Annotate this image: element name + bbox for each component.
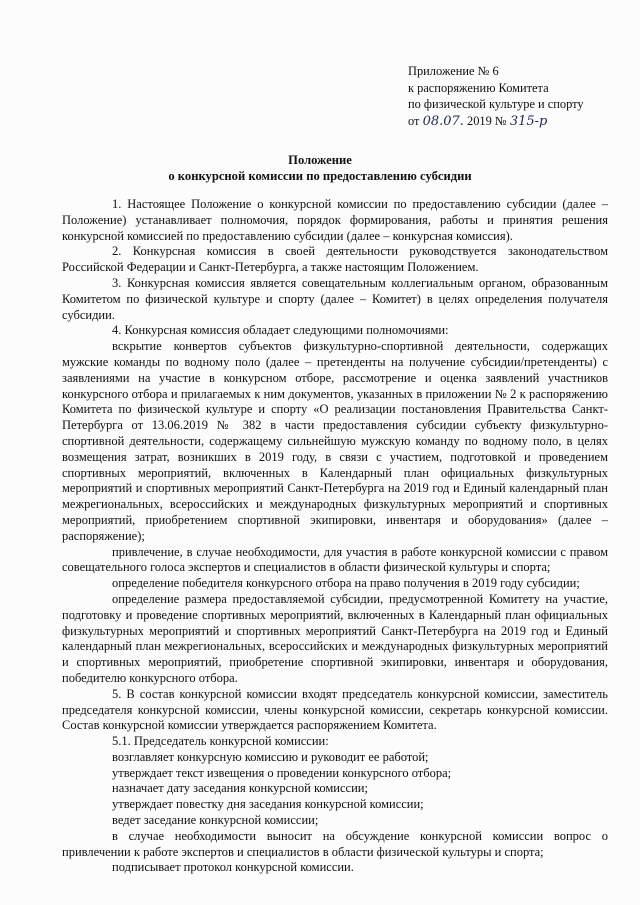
handwritten-date: 08.07. <box>422 113 464 129</box>
list-item: утверждает повестку дня заседания конкурсной комиссии; <box>112 797 424 812</box>
list-item: привлечение, в случае необходимости, для участия в работе конкурсной комиссии с правом совещательного голоса экспертов и специалистов в области физической культуры и спорта; <box>62 544 608 575</box>
list-item: ведет заседание конкурсной комиссии; <box>112 813 319 828</box>
appendix-reference: к распоряжению Комитета <box>408 80 549 95</box>
appendix-from: от <box>408 113 420 128</box>
paragraph-2: 2. Конкурсная комиссия в своей деятельности руководствуется законодательством Российской Федерации и Санкт-Петербурга, а также настоящим Положением. <box>62 244 608 275</box>
paragraph-3: 3. Конкурсная комиссия является совещательным коллегиальным органом, образованным Комитетом по физической культуре и спорту (далее – Комитет) в целях определения получателя субсидии. <box>62 275 608 322</box>
document-subtitle: о конкурсной комиссии по предоставлению субсидии <box>168 169 472 183</box>
appendix-title: Приложение № 6 <box>408 64 499 78</box>
appendix-committee: по физической культуре и спорту <box>408 97 584 111</box>
list-item: определение размера предоставляемой субсидии, предусмотренной Комитету на участие, подготовку и проведение спортивных мероприятий, включенных в Календарный план официальных физкультурных мероприятий и спортивных мероприятий Санкт-Петербурга на 2019 год и Единый календарный план межрегиональных, всероссийских и международных физкультурных мероприятий и спортивных мероприятий, приобретение спортивной экипировки, инвентаря и оборудования, победителю конкурсного отбора. <box>62 591 608 685</box>
document-title: Положение <box>288 153 352 167</box>
list-item: вскрытие конвертов субъектов физкультурно-спортивной деятельности, содержащих мужские команды по водному поло (далее – претенденты на получение субсидии/претенденты) с заявлениями на участие в конкурсном отборе, рассмотрение и оценка заявлений участников конкурсного отбора и прилагаемых к ним документов, указанных в приложении № 2 к распоряжению Комитета по физической культуре и спорту «О реализации постановления Правительства Санкт-Петербурга от 13.06.2019 № 382 в части предоставления субсидии субъекту физкультурно-спортивной деятельности, содержащему сильнейшую мужскую команду по водному поло, в целях возмещения затрат, возникших в 2019 году, в связи с участием, подготовкой и проведением спортивных мероприятий, включенных в Календарный план официальных физкультурных мероприятий и спортивных мероприятий Санкт-Петербурга на 2019 год и Единый календарный план межрегиональных, всероссийских и международных физкультурных мероприятий и спортивных мероприятий, приобретением спортивной экипировки, инвентаря и оборудования» (далее – распоряжение); <box>62 339 608 543</box>
appendix-block <box>408 63 584 130</box>
list-item: в случае необходимости выносит на обсуждение конкурсной комиссии вопрос о привлечении к работе экспертов и специалистов в области физической культуры и спорта; <box>62 828 608 859</box>
list-item: подписывает протокол конкурсной комиссии. <box>112 860 354 875</box>
appendix-year: 2019 № <box>467 113 507 128</box>
handwritten-number: 315-р <box>509 113 548 129</box>
document-body <box>62 197 608 876</box>
list-item: определение победителя конкурсного отбора на право получения в 2019 году субсидии; <box>112 576 580 591</box>
list-item: назначает дату заседания конкурсной комиссии; <box>112 781 368 796</box>
paragraph-4: 4. Конкурсная комиссия обладает следующими полномочиями: <box>112 323 449 338</box>
paragraph-5: 5. В состав конкурсной комиссии входят председатель конкурсной комиссии, заместитель председателя конкурсной комиссии, члены конкурсной комиссии, секретарь конкурсной комиссии. Состав конкурсной комиссии утверждается распоряжением Комитета. <box>62 686 608 733</box>
list-item: утверждает текст извещения о проведении конкурсного отбора; <box>112 765 452 780</box>
appendix-date-line <box>408 113 584 131</box>
list-item: возглавляет конкурсную комиссию и руководит ее работой; <box>112 749 429 764</box>
paragraph-1: 1. Настоящее Положение о конкурсной комиссии по предоставлению субсидии (далее – Положение) устанавливает полномочия, порядок формирования, работы и принятия решения конкурсной комиссией по предоставлению субсидии (далее – конкурсная комиссия). <box>62 197 608 243</box>
paragraph-5-1: 5.1. Председатель конкурсной комиссии: <box>112 734 329 749</box>
